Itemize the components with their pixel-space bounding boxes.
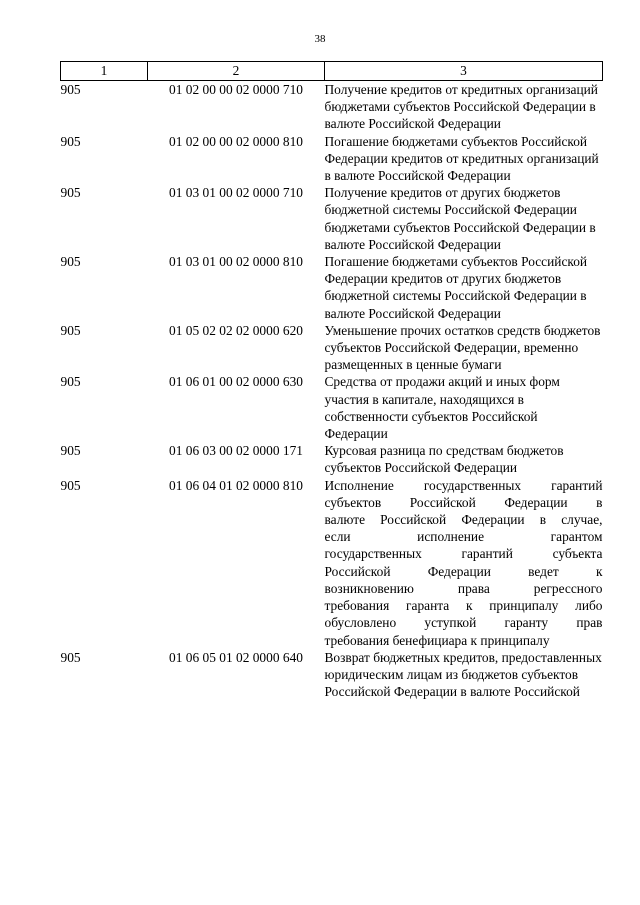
description-line: требования бенефициара к принципалу (324, 632, 550, 648)
description-cell: Получение кредитов от кредитных организаций бюджетами субъектов Российской Федерации в валюте Российской Федерации (324, 82, 598, 132)
description-line: валюте Российской Федерации в случае, (324, 512, 603, 528)
table-row (61, 253, 603, 322)
description-line: Российской Федерации ведет к (324, 563, 603, 579)
budget-code-cell: 01 06 05 01 02 0000 640 (169, 649, 303, 665)
table-row (61, 442, 603, 476)
description-cell: Получение кредитов от других бюджетов бюджетной системы Российской Федерации бюджетами субъектов Российской Федерации в валюте Российской Федерации (324, 185, 596, 252)
admin-code-cell: 905 (60, 649, 81, 665)
table-row (61, 184, 603, 253)
description-line: если исполнение гарантом (324, 529, 603, 545)
table-row (61, 477, 603, 649)
description-line: обусловлено уступкой гаранту прав (324, 615, 603, 631)
description-cell: Курсовая разница по средствам бюджетов субъектов Российской Федерации (324, 443, 564, 476)
description-line: Исполнение государственных гарантий (324, 477, 603, 493)
description-cell (325, 477, 603, 649)
budget-code-cell: 01 03 01 00 02 0000 710 (169, 185, 303, 201)
admin-code-cell: 905 (60, 133, 81, 149)
description-cell: Средства от продажи акций и иных форм участия в капитале, находящихся в собственности субъектов Российской Федерации (324, 374, 560, 442)
table-header-row (61, 62, 603, 81)
admin-code-cell: 905 (60, 185, 81, 201)
description-cell: Погашение бюджетами субъектов Российской Федерации кредитов от других бюджетов бюджетной системы Российской Федерации в валюте Российской Федерации (324, 254, 588, 321)
budget-code-cell: 01 02 00 00 02 0000 810 (169, 133, 303, 149)
table-row (61, 133, 603, 185)
table-row (61, 81, 603, 133)
description-line: возникновению права регрессного (324, 580, 603, 596)
admin-code-cell: 905 (60, 254, 81, 270)
budget-code-cell: 01 03 01 00 02 0000 810 (169, 254, 303, 270)
table-row (61, 373, 603, 442)
budget-code-cell: 01 02 00 00 02 0000 710 (169, 82, 303, 97)
description-line: государственных гарантий субъекта (324, 546, 603, 562)
table-row (61, 322, 603, 374)
column-header-1: 1 (61, 62, 148, 81)
description-cell: Погашение бюджетами субъектов Российской Федерации кредитов от кредитных организаций в валюте Российской Федерации (324, 133, 599, 184)
description-line: субъектов Российской Федерации в (324, 494, 603, 510)
admin-code-cell: 905 (60, 82, 81, 97)
description-line: требования гаранта к принципалу либо (324, 598, 603, 614)
budget-code-cell: 01 06 03 00 02 0000 171 (169, 443, 303, 459)
admin-code-cell: 905 (60, 443, 81, 459)
budget-code-cell: 01 06 04 01 02 0000 810 (169, 477, 303, 493)
column-header-2: 2 (148, 62, 325, 81)
admin-code-cell: 905 (60, 374, 81, 390)
admin-code-cell: 905 (60, 477, 81, 493)
budget-classification-table (60, 61, 603, 700)
table-row (61, 649, 603, 701)
column-header-3: 3 (325, 62, 603, 81)
page-number: 38 (314, 33, 326, 45)
admin-code-cell: 905 (60, 322, 81, 338)
budget-code-cell: 01 05 02 02 02 0000 620 (169, 322, 303, 338)
description-cell: Возврат бюджетных кредитов, предоставленных юридическим лицам из бюджетов субъектов Российской Федерации в валюте Российской (324, 649, 602, 700)
description-cell: Уменьшение прочих остатков средств бюджетов субъектов Российской Федерации, временно размещенных в ценные бумаги (324, 322, 601, 373)
budget-code-cell: 01 06 01 00 02 0000 630 (169, 374, 303, 390)
